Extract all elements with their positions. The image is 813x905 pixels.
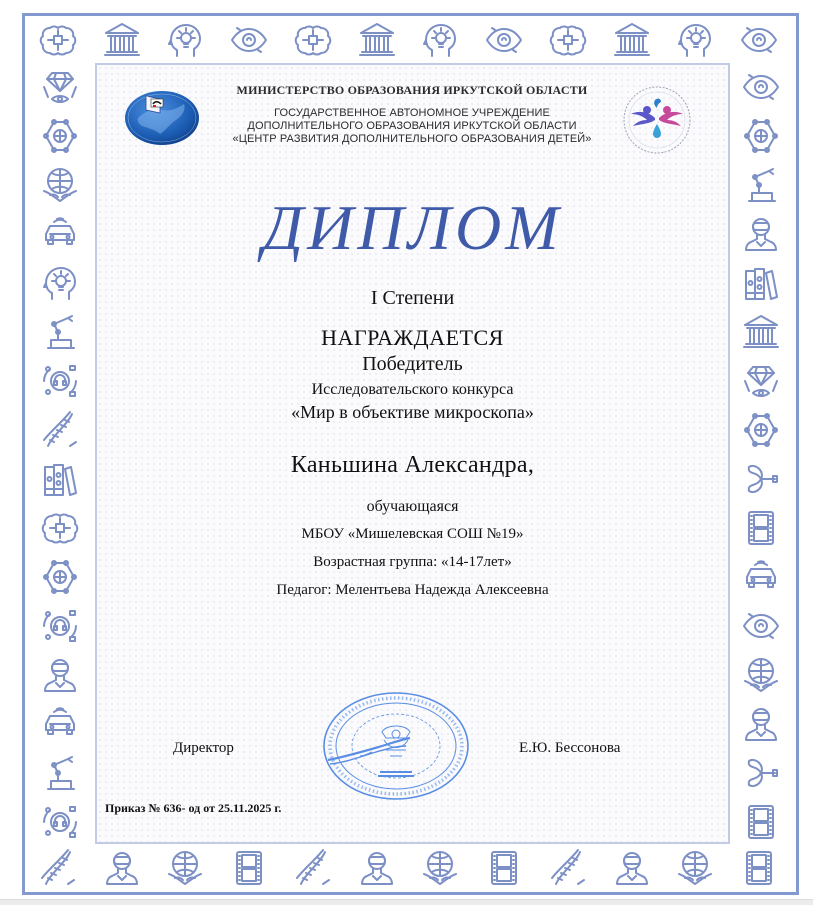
dna-icon bbox=[548, 848, 588, 888]
children-education-center-emblem-icon bbox=[619, 82, 695, 158]
ministry-name: МИНИСТЕРСТВО ОБРАЗОВАНИЯ ИРКУТСКОЙ ОБЛАСТИ bbox=[236, 83, 588, 97]
eye-icon bbox=[484, 20, 524, 60]
temple-icon bbox=[612, 20, 652, 60]
teacher-name: Педагог: Мелентьева Надежда Алексеевна bbox=[276, 582, 549, 598]
border-icons-bottom bbox=[26, 846, 791, 890]
eye-icon bbox=[739, 20, 779, 60]
border-icons-left bbox=[26, 62, 94, 846]
director-label: Директор bbox=[173, 740, 234, 756]
vr-person-icon bbox=[357, 848, 397, 888]
lightbulb-head-icon bbox=[165, 20, 205, 60]
diamond-icon bbox=[40, 67, 80, 107]
org-line-3: «ЦЕНТР РАЗВИТИЯ ДОПОЛНИТЕЛЬНОГО ОБРАЗОВАНИЯ ДЕТЕЙ» bbox=[232, 133, 592, 145]
books-icon bbox=[40, 459, 80, 499]
age-group: Возрастная группа: «14-17лет» bbox=[313, 554, 512, 570]
vr-person-icon bbox=[612, 848, 652, 888]
lightbulb-head-icon bbox=[40, 263, 80, 303]
irkutsk-region-emblem-icon bbox=[124, 88, 200, 146]
temple-icon bbox=[741, 312, 781, 352]
contest-text: Исследовательского конкурса bbox=[311, 381, 514, 398]
order-number: Приказ № 636- од от 25.11.2025 г. bbox=[105, 801, 282, 815]
headset-icon bbox=[40, 606, 80, 646]
student-name: Каньшина Александра, bbox=[290, 452, 535, 478]
vr-person-icon bbox=[40, 655, 80, 695]
border-icons-right bbox=[730, 62, 792, 846]
robot-arm-icon bbox=[741, 165, 781, 205]
car-icon bbox=[40, 704, 80, 744]
eye-icon bbox=[229, 20, 269, 60]
robot-arm-icon bbox=[40, 312, 80, 352]
border-icons-top bbox=[26, 18, 791, 62]
scissors-icon bbox=[741, 753, 781, 793]
network-icon bbox=[40, 557, 80, 597]
degree-text: I Степени bbox=[370, 287, 455, 309]
vr-person-icon bbox=[741, 704, 781, 744]
director-name: Е.Ю. Бессонова bbox=[519, 740, 621, 756]
eye-icon bbox=[741, 606, 781, 646]
globe-icon bbox=[741, 655, 781, 695]
awarded-text: НАГРАЖДАЕТСЯ bbox=[321, 325, 504, 350]
film-icon bbox=[741, 508, 781, 548]
temple-icon bbox=[357, 20, 397, 60]
org-line-2: ДОПОЛНИТЕЛЬНОГО ОБРАЗОВАНИЯ ИРКУТСКОЙ ОБЛАСТИ bbox=[247, 120, 577, 132]
diploma-panel bbox=[95, 63, 730, 844]
organization-header bbox=[197, 83, 627, 146]
temple-icon bbox=[102, 20, 142, 60]
diamond-icon bbox=[741, 361, 781, 401]
network-icon bbox=[741, 410, 781, 450]
network-icon bbox=[40, 116, 80, 156]
car-icon bbox=[741, 557, 781, 597]
film-icon bbox=[229, 848, 269, 888]
film-icon bbox=[739, 848, 779, 888]
student-status: обучающаяся bbox=[366, 498, 459, 515]
diploma-title: ДИПЛОМ bbox=[262, 192, 563, 263]
org-line-1: ГОСУДАРСТВЕННОЕ АВТОНОМНОЕ УЧРЕЖДЕНИЕ bbox=[274, 107, 550, 119]
school-name: МБОУ «Мишелевская СОШ №19» bbox=[301, 526, 524, 542]
network-icon bbox=[741, 116, 781, 156]
lightbulb-head-icon bbox=[675, 20, 715, 60]
globe-icon bbox=[420, 848, 460, 888]
globe-icon bbox=[165, 848, 205, 888]
vr-person-icon bbox=[741, 214, 781, 254]
dna-icon bbox=[40, 410, 80, 450]
globe-icon bbox=[40, 165, 80, 205]
brain-icon bbox=[38, 20, 78, 60]
scissors-icon bbox=[741, 459, 781, 499]
film-icon bbox=[741, 802, 781, 842]
official-seal-icon bbox=[320, 690, 472, 802]
bottom-strip bbox=[0, 899, 813, 905]
dna-icon bbox=[38, 848, 78, 888]
brain-icon bbox=[293, 20, 333, 60]
lightbulb-head-icon bbox=[420, 20, 460, 60]
robot-arm-icon bbox=[40, 753, 80, 793]
books-icon bbox=[741, 263, 781, 303]
contest-name: «Мир в объективе микроскопа» bbox=[291, 402, 534, 422]
dna-icon bbox=[293, 848, 333, 888]
car-icon bbox=[40, 214, 80, 254]
eye-icon bbox=[741, 67, 781, 107]
headset-icon bbox=[40, 802, 80, 842]
brain-icon bbox=[40, 508, 80, 548]
film-icon bbox=[484, 848, 524, 888]
winner-text: Победитель bbox=[362, 353, 463, 375]
globe-icon bbox=[675, 848, 715, 888]
brain-icon bbox=[548, 20, 588, 60]
vr-person-icon bbox=[102, 848, 142, 888]
headset-icon bbox=[40, 361, 80, 401]
